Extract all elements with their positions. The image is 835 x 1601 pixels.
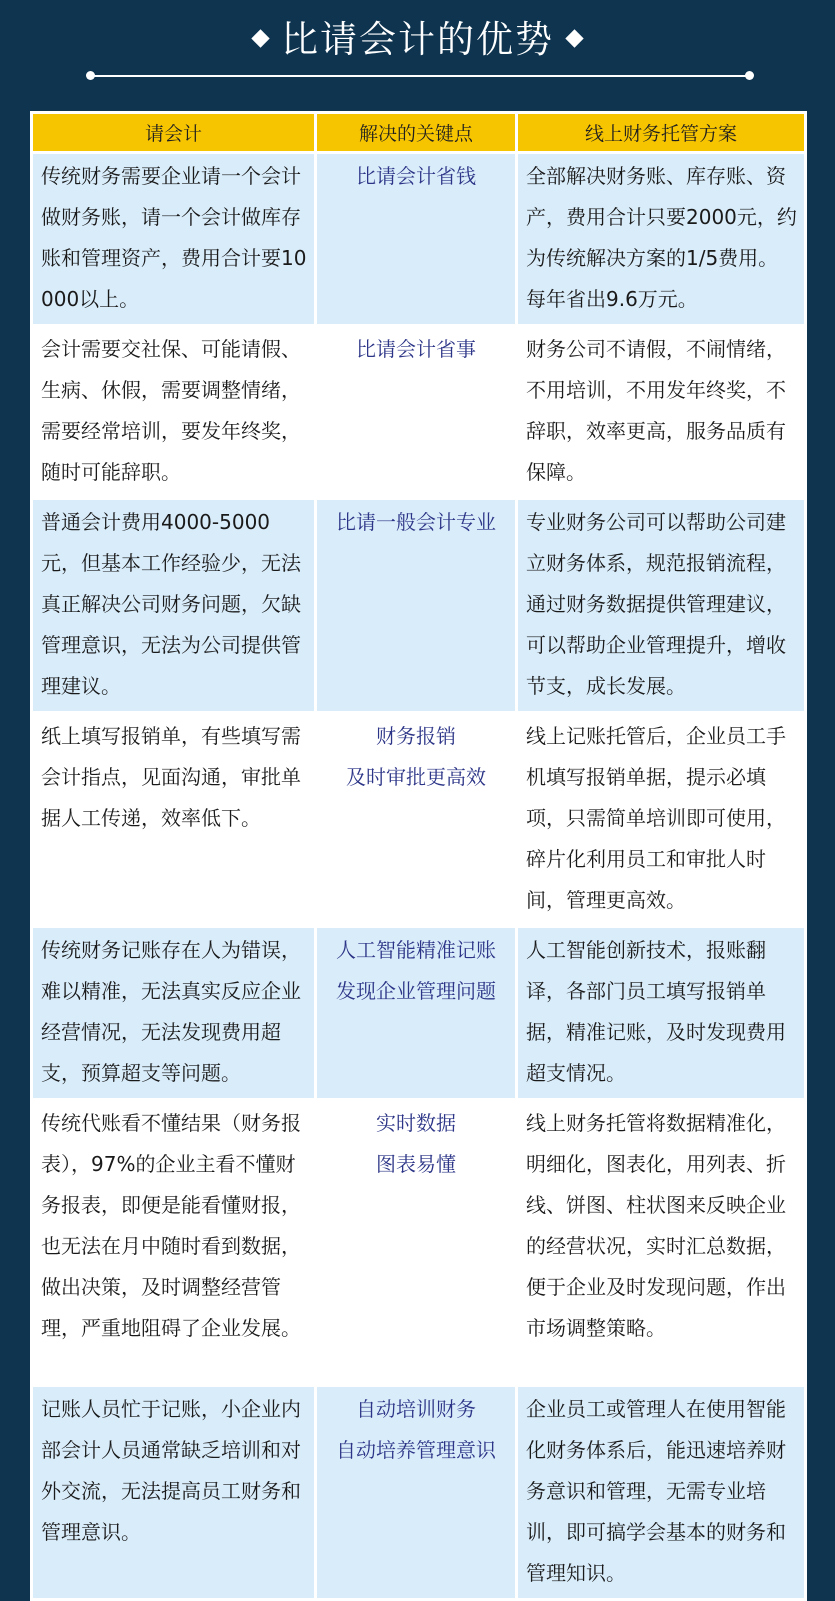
key-point-cell — [316, 927, 517, 1100]
diamond-icon-left — [251, 29, 269, 47]
key-point-line: 比请会计省事 — [356, 337, 476, 361]
diamond-icon-right — [565, 29, 583, 47]
key-point-line: 自动培训财务 — [356, 1397, 476, 1421]
underline-left-dot — [86, 71, 95, 80]
header-hire-accountant: 请会计 — [32, 113, 316, 153]
solution-cell: 人工智能创新技术，报账翻译，各部门员工填写报销单据，精准记账，及时发现费用超支情况。 — [517, 927, 806, 1100]
solution-cell: 专业财务公司可以帮助公司建立财务体系，规范报销流程，通过财务数据提供管理建议，可以帮助企业管理提升，增收节支，成长发展。 — [517, 499, 806, 713]
comparison-table-container — [30, 111, 804, 1585]
key-point-cell — [316, 1386, 517, 1600]
key-point-line: 及时审批更高效 — [346, 765, 486, 789]
solution-cell: 线上财务托管将数据精准化，明细化，图表化，用列表、折线、饼图、柱状图来反映企业的经营状况，实时汇总数据，便于企业及时发现问题，作出市场调整策略。 — [517, 1100, 806, 1386]
table-row — [32, 1386, 806, 1600]
table-row — [32, 153, 806, 326]
key-point-cell — [316, 326, 517, 499]
title-underline — [90, 75, 750, 77]
solution-cell: 全部解决财务账、库存账、资产，费用合计只要2000元，约为传统解决方案的1/5费用。每年省出9.6万元。 — [517, 153, 806, 326]
problem-cell: 传统代账看不懂结果（财务报表），97%的企业主看不懂财务报表，即便是能看懂财报，也无法在月中随时看到数据，做出决策，及时调整经营管理，严重地阻碍了企业发展。 — [32, 1100, 316, 1386]
page-title-line — [0, 14, 835, 66]
title-banner — [0, 0, 835, 100]
key-point-cell — [316, 499, 517, 713]
solution-cell: 企业员工或管理人在使用智能化财务体系后，能迅速培养财务意识和管理，无需专业培训，即可搞学会基本的财务和管理知识。 — [517, 1386, 806, 1600]
key-point-cell — [316, 713, 517, 927]
page-title: 比请会计的优势 — [281, 18, 554, 61]
comparison-table — [30, 111, 807, 1601]
problem-cell: 纸上填写报销单，有些填写需会计指点，见面沟通，审批单据人工传递，效率低下。 — [32, 713, 316, 927]
solution-cell: 线上记账托管后，企业员工手机填写报销单据，提示必填项，只需简单培训即可使用，碎片化利用员工和审批人时间，管理更高效。 — [517, 713, 806, 927]
key-point-line: 实时数据 — [376, 1111, 456, 1135]
problem-cell: 记账人员忙于记账，小企业内部会计人员通常缺乏培训和对外交流，无法提高员工财务和管理意识。 — [32, 1386, 316, 1600]
table-row — [32, 499, 806, 713]
solution-cell: 财务公司不请假，不闹情绪，不用培训，不用发年终奖，不辞职，效率更高，服务品质有保障。 — [517, 326, 806, 499]
table-row — [32, 927, 806, 1100]
key-point-line: 图表易懂 — [376, 1152, 456, 1176]
problem-cell: 传统财务需要企业请一个会计做财务账，请一个会计做库存账和管理资产，费用合计要10000以上。 — [32, 153, 316, 326]
key-point-line: 自动培养管理意识 — [336, 1438, 496, 1462]
table-row — [32, 713, 806, 927]
header-key-point: 解决的关键点 — [316, 113, 517, 153]
key-point-cell — [316, 1100, 517, 1386]
key-point-line: 财务报销 — [376, 724, 456, 748]
key-point-line: 人工智能精准记账 — [336, 938, 496, 962]
table-row — [32, 1100, 806, 1386]
problem-cell: 普通会计费用4000-5000元，但基本工作经验少，无法真正解决公司财务问题，欠缺管理意识，无法为公司提供管理建议。 — [32, 499, 316, 713]
problem-cell: 传统财务记账存在人为错误，难以精准，无法真实反应企业经营情况，无法发现费用超支，预算超支等问题。 — [32, 927, 316, 1100]
header-online-solution: 线上财务托管方案 — [517, 113, 806, 153]
underline-right-dot — [745, 71, 754, 80]
table-header-row — [32, 113, 806, 153]
key-point-cell — [316, 153, 517, 326]
key-point-line: 发现企业管理问题 — [336, 979, 496, 1003]
key-point-line: 比请一般会计专业 — [336, 510, 496, 534]
key-point-line: 比请会计省钱 — [356, 164, 476, 188]
table-row — [32, 326, 806, 499]
problem-cell: 会计需要交社保、可能请假、生病、休假，需要调整情绪，需要经常培训，要发年终奖，随时可能辞职。 — [32, 326, 316, 499]
